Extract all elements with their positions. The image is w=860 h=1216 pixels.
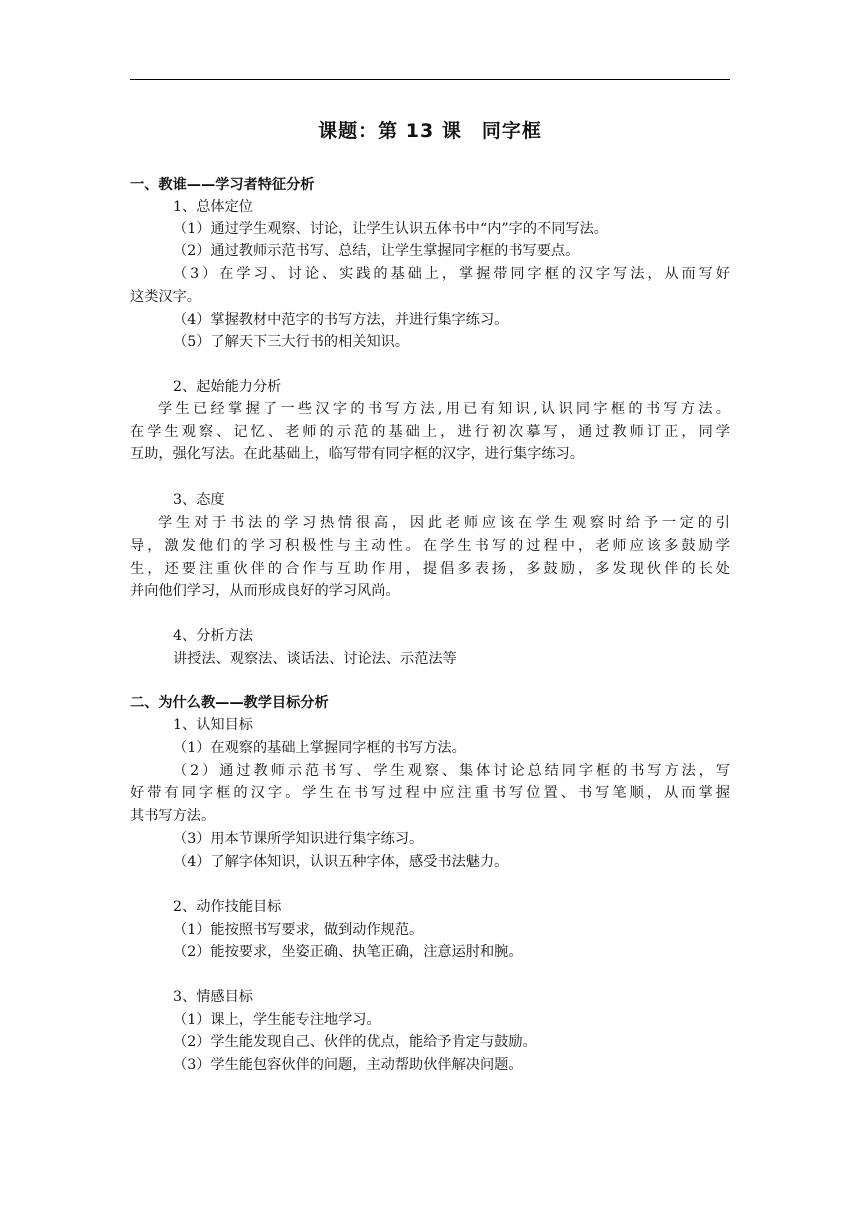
list-item: （1）通过学生观察、讨论，让学生认识五体书中“内”字的不同写法。 [173, 221, 608, 237]
subheading-analysis-method: 4、分析方法 [173, 628, 253, 644]
paragraph-line: 在学生观察、记忆、老师的示范的基础上，进行初次摹写，通过教师订正，同学 [130, 424, 730, 440]
list-item: （1）在观察的基础上掌握同字框的书写方法。 [173, 740, 466, 756]
list-item: （4）掌握教材中范字的书写方法，并进行集字练习。 [173, 312, 509, 328]
subheading-affective-goals: 3、情感目标 [173, 989, 253, 1005]
list-item: （3）学生能包容伙伴的问题，主动帮助伙伴解决问题。 [173, 1057, 523, 1073]
list-item: （2）能按要求，坐姿正确、执笔正确，注意运肘和腕。 [173, 944, 523, 960]
paragraph-line: 导，激发他们的学习积极性与主动性。在学生书写的过程中，老师应该多鼓励学 [130, 538, 730, 554]
list-item: （3）在学习、讨论、实践的基础上，掌握带同字框的汉字写法，从而写好 [173, 266, 730, 282]
header-rule [130, 79, 730, 80]
document-title: 课题：第 13 课 同字框 [318, 120, 542, 142]
section-heading-2: 二、为什么教——教学目标分析 [130, 695, 329, 711]
subheading-initial-ability: 2、起始能力分析 [173, 379, 282, 395]
paragraph-line: 学生已经掌握了一些汉字的书写方法,用已有知识,认识同字框的书写方法。 [158, 401, 730, 417]
subheading-motor-skill-goals: 2、动作技能目标 [173, 899, 282, 915]
list-item: （2）通过教师示范书写、学生观察、集体讨论总结同字框的书写方法，写 [173, 763, 730, 779]
section-heading-1: 一、教谁——学习者特征分析 [130, 177, 315, 193]
list-item: （2）学生能发现自己、伙伴的优点，能给予肯定与鼓励。 [173, 1034, 537, 1050]
list-item-continuation: 好带有同字框的汉字。学生在书写过程中应注重书写位置、书写笔顺，从而掌握 [130, 785, 730, 801]
list-item: （5）了解天下三大行书的相关知识。 [173, 334, 410, 350]
paragraph-line: 学生对于书法的学习热情很高，因此老师应该在学生观察时给予一定的引 [158, 515, 730, 531]
paragraph-line: 讲授法、观察法、谈话法、讨论法、示范法等 [173, 651, 457, 667]
paragraph-line: 生，还要注重伙伴的合作与互助作用，提倡多表扬，多鼓励，多发现伙伴的长处 [130, 561, 730, 577]
list-item-continuation: 这类汉字。 [130, 289, 201, 305]
list-item-continuation: 其书写方法。 [130, 808, 216, 824]
list-item: （3）用本节课所学知识进行集字练习。 [173, 831, 424, 847]
paragraph-line: 互助，强化写法。在此基础上，临写带有同字框的汉字，进行集字练习。 [130, 446, 585, 462]
subheading-cognitive-goals: 1、认知目标 [173, 717, 253, 733]
list-item: （2）通过教师示范书写、总结，让学生掌握同字框的书写要点。 [173, 243, 580, 259]
subheading-attitude: 3、态度 [173, 492, 225, 508]
list-item: （1）课上，学生能专注地学习。 [173, 1012, 381, 1028]
list-item: （1）能按照书写要求，做到动作规范。 [173, 922, 424, 938]
subheading-overall-positioning: 1、总体定位 [173, 199, 253, 215]
paragraph-line: 并向他们学习，从而形成良好的学习风尚。 [130, 583, 400, 599]
list-item: （4）了解字体知识，认识五种字体，感受书法魅力。 [173, 854, 509, 870]
